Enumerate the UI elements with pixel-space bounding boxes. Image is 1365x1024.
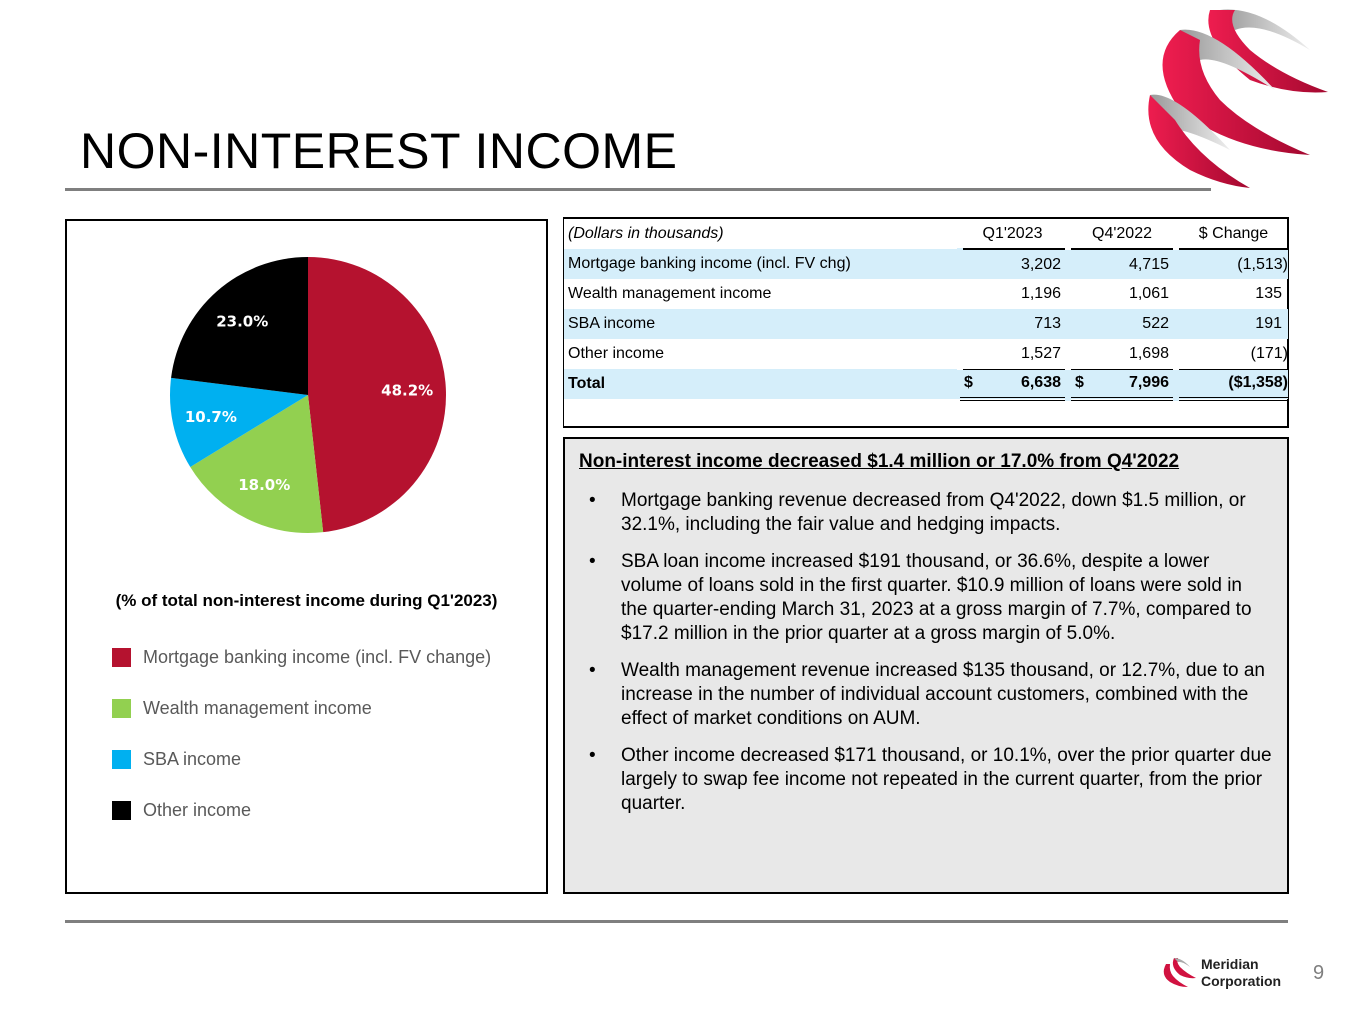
cell-q1: 1,196	[960, 279, 1068, 309]
cell-change: 191	[1176, 309, 1288, 339]
legend-label: Other income	[143, 800, 252, 820]
summary-panel	[563, 437, 1289, 894]
pie-data-label: 23.0%	[216, 312, 269, 331]
legend-item	[112, 800, 251, 821]
table-total-row	[564, 369, 1288, 399]
total-q4: 7,996	[1128, 374, 1169, 392]
table-header-row	[564, 219, 1288, 249]
cell-q4: 1,698	[1068, 339, 1176, 369]
cell-change: 135	[1176, 279, 1288, 309]
bullet-marker: •	[589, 745, 596, 766]
bullet-text: SBA loan income increased $191 thousand, or 36.6%, despite a lower volume of loans sold in the first quarter. $10.9 million of loans were sold in the quarter-ending March 31, 2023 at a gross margin of 7.7%, compared to $17.2 million in the prior quarter at a gross margin of 5.0%.	[621, 551, 1252, 644]
legend-swatch	[112, 699, 131, 718]
table-row	[564, 339, 1288, 369]
pie-data-label: 48.2%	[381, 381, 434, 400]
cell-q4: 4,715	[1068, 249, 1176, 279]
pie-data-label: 18.0%	[238, 476, 291, 495]
legend-label: SBA income	[143, 749, 242, 769]
legend-item	[112, 647, 491, 668]
total-q1: 6,638	[1020, 374, 1061, 392]
legend-swatch	[112, 648, 131, 667]
table-row	[564, 279, 1288, 309]
title-divider	[65, 188, 1211, 191]
cell-q4: 1,061	[1068, 279, 1176, 309]
bullet-marker: •	[589, 551, 596, 572]
header-change: $ Change	[1176, 219, 1288, 249]
pie-data-label: 10.7%	[184, 407, 237, 426]
meridian-logo-large	[1140, 0, 1340, 195]
cell-change: (1,513)	[1176, 249, 1288, 279]
bullet-text: Wealth management revenue increased $135 thousand, or 12.7%, due to an increase in the number of individual account customers, combined with the effect of market conditions on AUM.	[621, 660, 1265, 729]
chart-title: (% of total non-interest income during Q1'2023)	[115, 591, 498, 610]
legend-item	[112, 698, 372, 719]
total-change: ($1,358)	[1176, 369, 1288, 399]
summary-bullet	[579, 744, 1273, 816]
cell-label: Other income	[568, 345, 665, 362]
header-q1: Q1'2023	[960, 219, 1068, 249]
legend-swatch	[112, 801, 131, 820]
cell-q1: 713	[960, 309, 1068, 339]
page-title: NON-INTEREST INCOME	[80, 123, 678, 179]
legend-item	[112, 749, 241, 770]
total-currency: $	[964, 374, 973, 392]
page-number: 9	[1313, 962, 1325, 984]
table-row	[564, 249, 1288, 279]
summary-bullet	[579, 489, 1273, 537]
cell-q1: 1,527	[960, 339, 1068, 369]
bullet-text: Other income decreased $171 thousand, or 10.1%, over the prior quarter due largely to swap fee income not repeated in the current quarter, from the prior quarter.	[621, 745, 1272, 814]
footer-divider	[65, 920, 1288, 923]
total-label: Total	[564, 369, 960, 399]
brand-line2: Corporation	[1201, 973, 1282, 989]
header-label: (Dollars in thousands)	[568, 225, 724, 242]
header-q4: Q4'2022	[1068, 219, 1176, 249]
income-table-panel	[563, 217, 1289, 428]
meridian-logo-small	[1160, 955, 1198, 989]
cell-label: SBA income	[564, 309, 960, 339]
cell-label: Wealth management income	[568, 285, 772, 302]
cell-label: Mortgage banking income (incl. FV chg)	[564, 249, 960, 279]
cell-change: (171)	[1176, 339, 1288, 369]
summary-bullet	[579, 550, 1273, 646]
summary-heading: Non-interest income decreased $1.4 million or 17.0% from Q4'2022	[579, 451, 1180, 472]
legend-label: Wealth management income	[143, 698, 372, 718]
summary-bullet	[579, 659, 1273, 731]
cell-q1: 3,202	[960, 249, 1068, 279]
total-currency: $	[1075, 374, 1084, 392]
bullet-text: Mortgage banking revenue decreased from Q4'2022, down $1.5 million, or 32.1%, including the fair value and hedging impacts.	[621, 490, 1246, 535]
cell-q4: 522	[1068, 309, 1176, 339]
legend-label: Mortgage banking income (incl. FV change)	[143, 647, 492, 667]
income-table	[564, 219, 1288, 401]
brand-name	[1201, 956, 1281, 990]
pie-chart-panel	[65, 219, 548, 894]
legend-swatch	[112, 750, 131, 769]
table-row	[564, 309, 1288, 339]
bullet-marker: •	[589, 660, 596, 681]
brand-line1: Meridian	[1201, 956, 1259, 972]
bullet-marker: •	[589, 490, 596, 511]
pie-chart	[67, 221, 546, 561]
